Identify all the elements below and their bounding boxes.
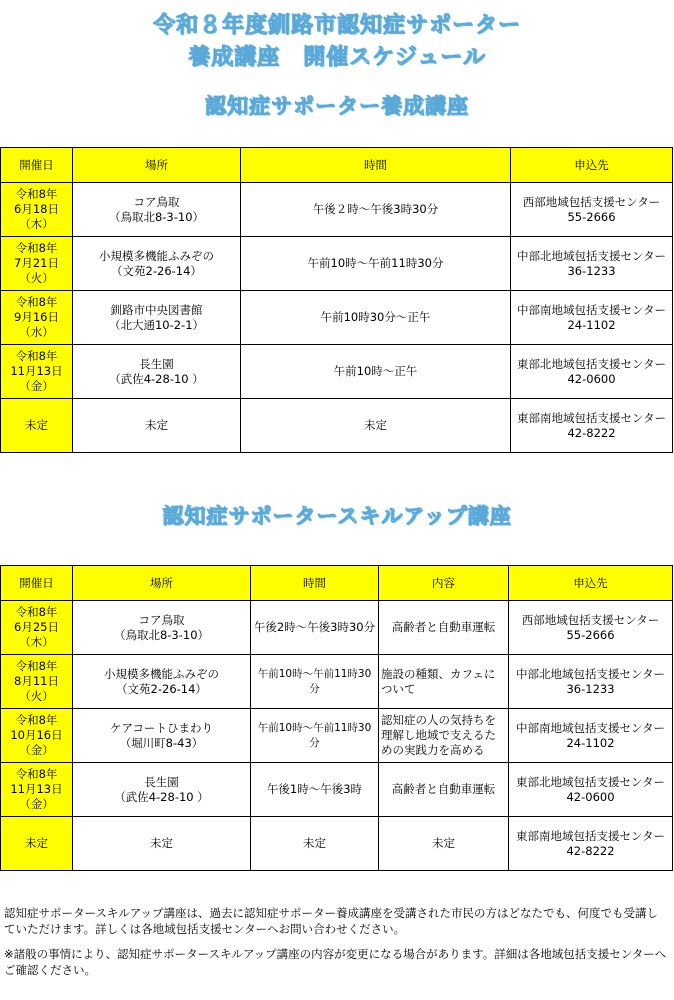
contact-cell: 中部北地域包括支援センター 36-1233	[511, 237, 673, 291]
training-schedule-table	[0, 147, 673, 453]
date-cell: 令和8年 9月16日 （水）	[1, 291, 73, 345]
time-cell: 午前10時～午前11時30分	[251, 655, 379, 709]
header-date: 開催日	[1, 148, 73, 183]
time-cell: 未定	[251, 817, 379, 871]
time-cell: 午前10時～午前11時30分	[251, 709, 379, 763]
table-row	[1, 601, 673, 655]
content-cell: 未定	[379, 817, 509, 871]
note-eligibility: 認知症サポータースキルアップ講座は、過去に認知症サポーター養成講座を受講された市民の方はどなたでも、何度でも受講していただけます。詳しくは各地域包括支援センターへお問い合わせください。	[4, 906, 658, 936]
main-title-line1: 令和８年度釧路市認知症サポーター	[152, 13, 521, 38]
header-place: 場所	[73, 566, 251, 601]
content-cell: 認知症の人の気持ちを 理解し地域で支えるた めの実践力を高める	[379, 709, 509, 763]
place-cell: 長生園 （武佐4-28-10 ）	[73, 345, 241, 399]
header-place: 場所	[73, 148, 241, 183]
header-date: 開催日	[1, 566, 73, 601]
contact-cell: 西部地域包括支援センター 55-2666	[509, 601, 673, 655]
time-cell: 午後2時～午後3時30分	[251, 601, 379, 655]
contact-cell: 中部北地域包括支援センター 36-1233	[509, 655, 673, 709]
time-cell: 午後1時～午後3時	[251, 763, 379, 817]
header-contact: 申込先	[509, 566, 673, 601]
table-row	[1, 709, 673, 763]
place-cell: 小規模多機能ふみぞの （文苑2-26-14）	[73, 655, 251, 709]
table-row	[1, 183, 673, 237]
contact-cell: 東部北地域包括支援センター 42-0600	[511, 345, 673, 399]
skillup-schedule-table	[0, 565, 673, 871]
main-title-line2: 養成講座 開催スケジュール	[188, 45, 486, 70]
table-row	[1, 817, 673, 871]
date-cell: 令和8年 10月16日 （金）	[1, 709, 73, 763]
time-cell: 未定	[241, 399, 511, 453]
place-cell: 未定	[73, 399, 241, 453]
table-row	[1, 237, 673, 291]
table-row	[1, 291, 673, 345]
section2-heading: 認知症サポータースキルアップ講座	[162, 504, 512, 528]
table-row	[1, 399, 673, 453]
date-cell: 令和8年 11月13日 （金）	[1, 345, 73, 399]
content-cell: 高齢者と自動車運転	[379, 763, 509, 817]
contact-cell: 中部南地域包括支援センター 24-1102	[509, 709, 673, 763]
contact-cell: 中部南地域包括支援センター 24-1102	[511, 291, 673, 345]
place-cell: 小規模多機能ふみぞの （文苑2-26-14）	[73, 237, 241, 291]
header-content: 内容	[379, 566, 509, 601]
header-contact: 申込先	[511, 148, 673, 183]
content-cell: 施設の種類、カフェに ついて	[379, 655, 509, 709]
time-cell: 午前10時～正午	[241, 345, 511, 399]
note-change-notice: ※諸般の事情により、認知症サポータースキルアップ講座の内容が変更になる場合があります。詳細は各地域包括支援センターへご確認ください。	[4, 947, 667, 977]
date-cell: 未定	[1, 399, 73, 453]
table-row	[1, 345, 673, 399]
header-time: 時間	[251, 566, 379, 601]
date-cell: 令和8年 11月13日 （金）	[1, 763, 73, 817]
table-row	[1, 655, 673, 709]
place-cell: 未定	[73, 817, 251, 871]
place-cell: ケアコートひまわり （堀川町8-43）	[73, 709, 251, 763]
contact-cell: 東部南地域包括支援センター 42-8222	[509, 817, 673, 871]
contact-cell: 東部北地域包括支援センター 42-0600	[509, 763, 673, 817]
time-cell: 午前10時～午前11時30分	[241, 237, 511, 291]
place-cell: 釧路市中央図書館 （北大通10-2-1）	[73, 291, 241, 345]
date-cell: 令和8年 7月21日 （火）	[1, 237, 73, 291]
date-cell: 未定	[1, 817, 73, 871]
contact-cell: 東部南地域包括支援センター 42-8222	[511, 399, 673, 453]
table-header-row	[1, 566, 673, 601]
place-cell: コア鳥取 （鳥取北8-3-10）	[73, 183, 241, 237]
date-cell: 令和8年 6月18日 （木）	[1, 183, 73, 237]
table-header-row	[1, 148, 673, 183]
content-cell: 高齢者と自動車運転	[379, 601, 509, 655]
time-cell: 午前10時30分～正午	[241, 291, 511, 345]
section1-heading: 認知症サポーター養成講座	[205, 94, 469, 118]
date-cell: 令和8年 8月11日 （火）	[1, 655, 73, 709]
time-cell: 午後２時～午後3時30分	[241, 183, 511, 237]
table-row	[1, 763, 673, 817]
date-cell: 令和8年 6月25日 （木）	[1, 601, 73, 655]
place-cell: コア鳥取 （鳥取北8-3-10）	[73, 601, 251, 655]
place-cell: 長生園 （武佐4-28-10 ）	[73, 763, 251, 817]
contact-cell: 西部地域包括支援センター 55-2666	[511, 183, 673, 237]
header-time: 時間	[241, 148, 511, 183]
